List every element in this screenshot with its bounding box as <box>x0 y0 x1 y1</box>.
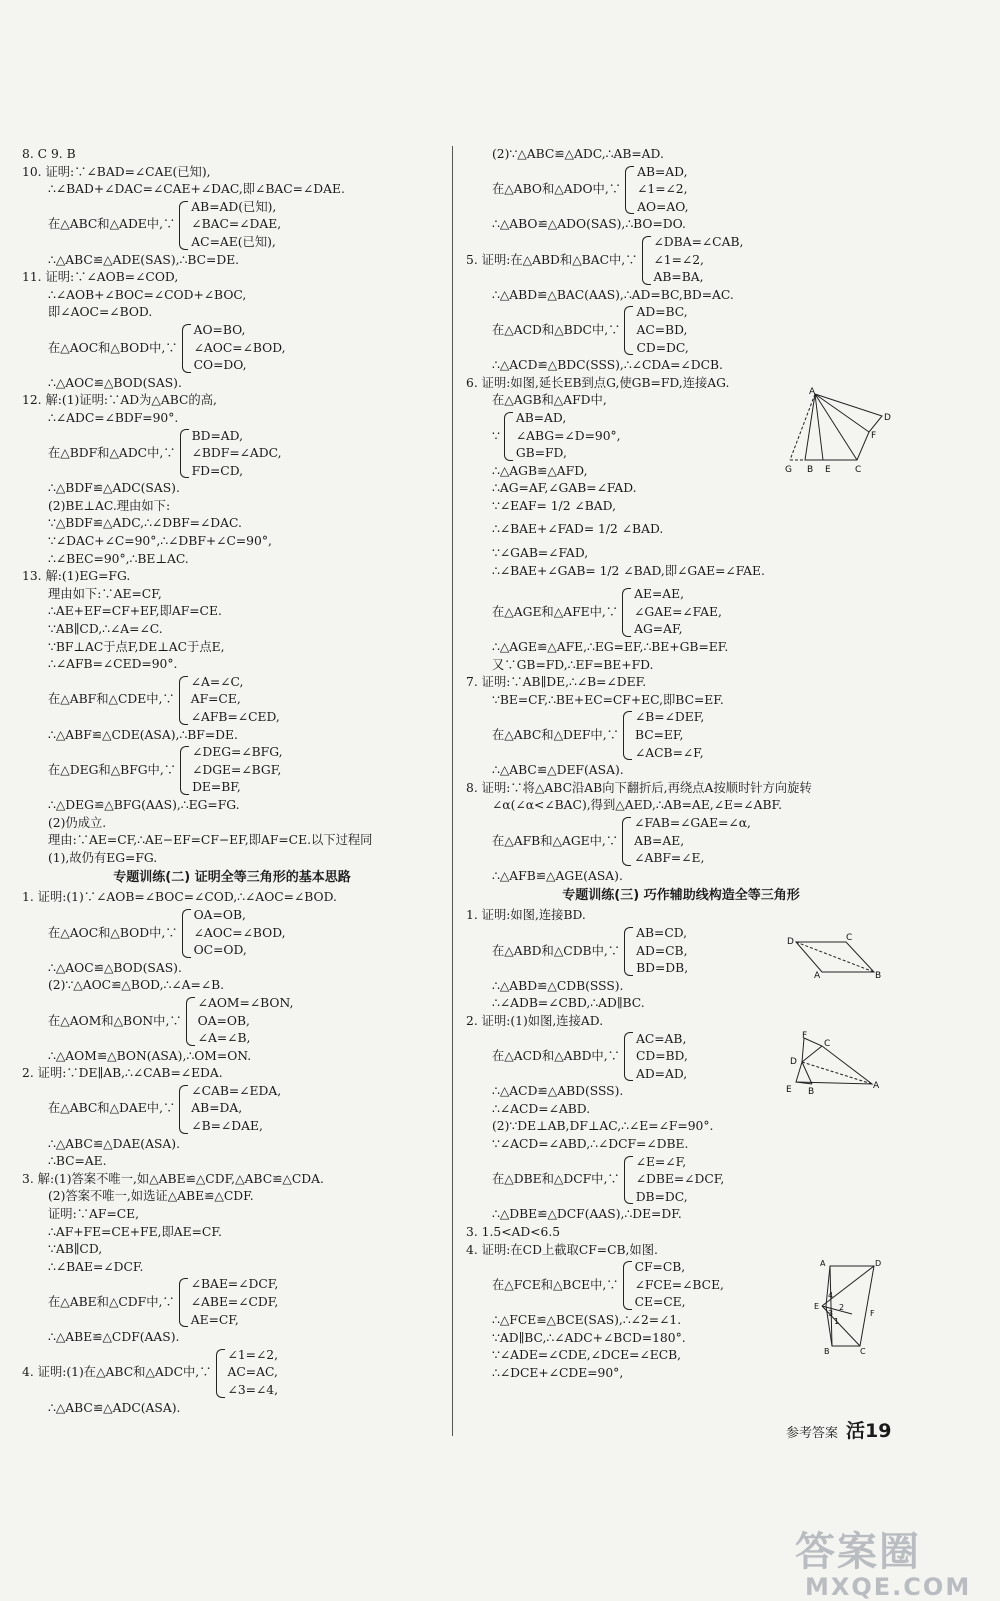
system-row: AO=AO, <box>637 199 689 214</box>
fig4-angle-4: 4 <box>828 1291 834 1300</box>
equation-system <box>466 815 896 868</box>
left-brace <box>216 1349 225 1398</box>
text-line: 10. 证明:∵∠BAD=∠CAE(已知), <box>22 164 211 179</box>
figure-training3-problem-4 <box>812 1256 892 1356</box>
system-lead-text: 4. 证明:(1)在△ABC和△ADC中,∵ <box>22 1365 212 1380</box>
text-line: 4. 证明:在CD上截取CF=CB,如图. <box>466 1242 658 1257</box>
text-line: ∴△BDF≌△ADC(SAS). <box>48 481 180 496</box>
equation-system <box>22 199 442 252</box>
system-lead-text: 5. 证明:在△ABD和△BAC中,∵ <box>466 252 638 267</box>
system-row: OC=OD, <box>193 943 247 958</box>
system-lead-text: 在△DBE和△DCF中,∵ <box>492 1172 620 1187</box>
system-lead-text: 在△ABO和△ADO中,∵ <box>492 182 622 197</box>
text-line: 3. 1.5<AD<6.5 <box>466 1225 561 1240</box>
system-row: AC=BD, <box>636 322 688 337</box>
fig1-label-B: B <box>875 971 882 980</box>
equation-system <box>22 1347 442 1400</box>
fig1-label-A: A <box>814 971 821 980</box>
text-line: ∴∠ADB=∠CBD,∴AD∥BC. <box>492 996 645 1011</box>
system-row: AE=CF, <box>190 1312 239 1327</box>
text-line: ∴△AOC≌△BOD(SAS). <box>48 375 182 390</box>
text-line: ∴△DEG≌△BFG(AAS),∴EG=FG. <box>48 797 240 812</box>
text-line: ∴∠BEC=90°,∴BE⊥AC. <box>48 551 189 566</box>
system-row: AB=AD(已知), <box>191 199 277 214</box>
text-line: (2)∵△ABC≌△ADC,∴AB=AD. <box>492 147 664 161</box>
fig1-label-D: D <box>787 937 794 947</box>
system-row: ∠FAB=∠GAE=∠α, <box>634 815 751 830</box>
watermark-logo-text: 答案圈 <box>795 1529 921 1575</box>
text-line: 13. 解:(1)EG=FG. <box>22 569 131 584</box>
fig6-label-B: B <box>807 465 814 475</box>
fig1-label-C: C <box>846 933 853 943</box>
text-line: (1),故仍有EG=FG. <box>48 850 158 865</box>
system-lead-text: 在△ACD和△BDC中,∵ <box>492 322 621 337</box>
section-heading: 专题训练(二) 证明全等三角形的基本思路 <box>113 870 351 886</box>
text-line: 6. 证明:如图,延长EB到点G,使GB=FD,连接AG. <box>466 375 730 390</box>
system-row: ∠ABF=∠E, <box>634 851 705 866</box>
system-rows <box>636 1031 688 1084</box>
text-line: ∴∠BAE+∠GAB= 1/2 ∠BAD,即∠GAE=∠FAE. <box>492 563 765 578</box>
text-line: ∴∠BAE+∠FAD= 1/2 ∠BAD. <box>492 522 664 537</box>
system-row: AB=AD, <box>637 164 688 179</box>
system-row: CO=DO, <box>193 358 247 373</box>
equation-system <box>22 744 442 797</box>
system-row: GB=FD, <box>515 446 567 461</box>
system-row: CF=CB, <box>634 1260 686 1275</box>
text-line: ∵AD∥BC,∴∠ADC+∠BCD=180°. <box>492 1330 686 1345</box>
system-row: ∠DGE=∠BGF, <box>192 762 282 777</box>
system-row: ∠FCE=∠BCE, <box>634 1277 724 1292</box>
text-line: 7. 证明:∵AB∥DE,∴∠B=∠DEF. <box>466 675 647 690</box>
section-heading: 专题训练(三) 巧作辅助线构造全等三角形 <box>562 888 800 904</box>
fig2-label-C: C <box>824 1039 831 1049</box>
system-lead-text: 在△ACD和△ABD中,∵ <box>492 1049 620 1064</box>
text-line: ∴∠ACD=∠ABD. <box>492 1101 591 1116</box>
text-line: 11. 证明:∵∠AOB=∠COD, <box>22 270 179 285</box>
system-row: ∠GAE=∠FAE, <box>634 604 722 619</box>
fig4-label-E: E <box>814 1302 820 1311</box>
system-row: ∠BAC=∠DAE, <box>191 217 282 232</box>
system-lead-text: 在△DEG和△BFG中,∵ <box>48 762 177 777</box>
system-row: AB=DA, <box>191 1101 243 1116</box>
system-row: ∠AFB=∠CED, <box>190 710 280 724</box>
left-brace <box>624 1032 633 1081</box>
system-lead-text: 在△AOM和△BON中,∵ <box>48 1013 182 1028</box>
text-line: ∴△ABF≌△CDE(ASA),∴BF=DE. <box>48 727 238 742</box>
left-brace <box>180 746 189 795</box>
text-line: 即∠AOC=∠BOD. <box>48 305 153 320</box>
text-line: ∵AB∥CD,∴∠A=∠C. <box>48 622 163 637</box>
text-line: (2)BE⊥AC.理由如下: <box>48 498 171 513</box>
system-rows <box>634 586 722 639</box>
system-row: CD=BD, <box>635 1049 688 1064</box>
system-row: ∠AOM=∠BON, <box>197 995 294 1010</box>
system-row: CD=DC, <box>636 340 689 355</box>
text-line: ∴△ACD≌△BDC(SSS),∴∠CDA=∠DCB. <box>492 358 723 373</box>
system-row: BD=AD, <box>191 428 244 443</box>
fig2-label-E: E <box>786 1085 792 1095</box>
right-column <box>466 146 896 1382</box>
fig4-angle-2: 2 <box>839 1303 845 1312</box>
fig4-label-D: D <box>875 1259 882 1268</box>
system-lead-text: 在△ABE和△CDF中,∵ <box>48 1295 175 1309</box>
system-row: ∠DBA=∠CAB, <box>653 234 744 249</box>
system-row: FD=CD, <box>191 463 244 478</box>
text-line: ∴△ABO≌△ADO(SAS),∴BO=DO. <box>492 217 686 232</box>
fig6-label-A: A <box>809 387 816 397</box>
equation-system <box>466 586 896 639</box>
left-brace <box>622 588 631 637</box>
text-line: 8. 证明:∵将△ABC沿AB向下翻折后,再绕点A按顺时针方向旋转 <box>466 780 812 795</box>
text-line: ∴∠AOB+∠BOC=∠COD+∠BOC, <box>48 287 247 302</box>
fig6-label-G: G <box>785 465 792 475</box>
text-line: ∴△AGB≌△AFD, <box>492 463 588 478</box>
system-row: ∠DEG=∠BFG, <box>192 745 283 760</box>
equation-system <box>466 1154 896 1207</box>
system-row: ∠1=∠2, <box>653 252 704 267</box>
text-line: 1. 证明:如图,连接BD. <box>466 908 586 923</box>
equation-system <box>22 674 442 727</box>
system-row: AD=CB, <box>636 943 688 958</box>
system-rows <box>192 428 282 481</box>
system-rows <box>636 304 688 357</box>
text-line: ∵∠DAC+∠C=90°,∴∠DBF+∠C=90°, <box>48 534 272 549</box>
left-brace <box>179 201 188 250</box>
system-row: ∠A=∠B, <box>197 1031 251 1046</box>
text-line: (2)∵DE⊥AB,DF⊥AC,∴∠E=∠F=90°. <box>492 1119 714 1134</box>
text-line: ∴AF+FE=CE+FE,即AE=CF. <box>48 1224 222 1239</box>
system-rows <box>637 164 688 217</box>
system-lead-text: 在△ABC和△DEF中,∵ <box>492 728 619 742</box>
system-row: BD=DB, <box>636 961 689 976</box>
text-line: ∴△AOC≌△BOD(SAS). <box>48 960 182 975</box>
fig4-angle-3: 3 <box>828 1309 834 1318</box>
fig4-label-A: A <box>820 1259 826 1268</box>
text-line: ∴AG=AF,∠GAB=∠FAD. <box>492 481 637 496</box>
text-line: ∴△FCE≌△BCE(SAS),∴∠2=∠1. <box>492 1313 682 1327</box>
column-divider <box>452 146 453 1436</box>
system-lead-text: 在△AOC和△BOD中,∵ <box>48 340 178 355</box>
system-lead-text: 在△ABC和△DAE中,∵ <box>48 1101 176 1116</box>
system-row: BC=EF, <box>634 728 684 742</box>
system-row: ∠AOC=∠BOD, <box>193 340 286 355</box>
system-rows <box>635 709 704 762</box>
left-brace <box>623 711 632 760</box>
system-row: ∠AOC=∠BOD, <box>193 925 286 940</box>
text-line: ∠α(∠α<∠BAC),得到△AED,∴AB=AE,∠E=∠ABF. <box>492 798 783 813</box>
figure-training3-problem-1 <box>786 930 886 980</box>
system-lead-text: 在△BDF和△ADC中,∵ <box>48 446 176 461</box>
system-row: AB=AE, <box>634 833 685 848</box>
system-row: AO=BO, <box>193 322 246 337</box>
left-brace <box>179 1085 188 1134</box>
text-line: 理由如下:∵AE=CF, <box>48 586 162 601</box>
system-lead-text: 在△AOC和△BOD中,∵ <box>48 925 178 940</box>
system-row: ∠A=∠C, <box>190 674 244 689</box>
text-line: (2)∵△AOC≌△BOD,∴∠A=∠B. <box>48 978 225 993</box>
system-row: ∠BAE=∠DCF, <box>190 1277 279 1292</box>
system-row: ∠CAB=∠EDA, <box>191 1083 282 1098</box>
system-lead-text: 在△FCE和△BCE中,∵ <box>492 1277 619 1292</box>
system-row: OA=OB, <box>197 1013 250 1028</box>
text-line: ∴△ACD≌△ABD(SSS). <box>492 1084 624 1099</box>
text-line: ∴∠BAD+∠DAC=∠CAE+∠DAC,即∠BAC=∠DAE. <box>48 182 345 197</box>
text-line: ∴∠ADC=∠BDF=90°. <box>48 410 179 425</box>
text-line: ∵BF⊥AC于点F,DE⊥AC于点E, <box>48 639 225 654</box>
system-lead-text: 在△AGE和△AFE中,∵ <box>492 604 619 619</box>
system-lead-text: 在△ABD和△CDB中,∵ <box>492 943 621 958</box>
system-lead-text: 在△ABF和△CDE中,∵ <box>48 692 175 707</box>
watermark <box>795 1530 971 1600</box>
text-line: 1. 证明:(1)∵∠AOB=∠BOC=∠COD,∴∠AOC=∠BOD. <box>22 890 337 905</box>
system-rows <box>191 199 281 252</box>
system-row: AB=BA, <box>653 270 704 285</box>
system-row: ∠3=∠4, <box>227 1382 278 1397</box>
fig4-label-B: B <box>824 1347 830 1356</box>
system-row: ∠1=∠2, <box>227 1347 278 1362</box>
text-line: ∴∠BAE=∠DCF. <box>48 1259 144 1274</box>
text-line: ∴∠AFB=∠CED=90°. <box>48 657 178 672</box>
figure-training3-problem-2 <box>782 1030 882 1100</box>
system-row: AE=AE, <box>634 587 685 602</box>
system-row: AC=AB, <box>635 1031 687 1046</box>
text-line: ∵AB∥CD, <box>48 1242 103 1257</box>
system-rows <box>194 322 286 375</box>
text-line: (2)答案不唯一,如选证△ABE≌△CDF. <box>48 1189 254 1204</box>
text-line: 又∵GB=FD,∴EF=BE+FD. <box>492 657 654 672</box>
text-line: ∴△ABC≌△DAE(ASA). <box>48 1136 180 1151</box>
left-brace <box>624 927 633 976</box>
fig6-label-E: E <box>825 465 831 475</box>
system-lead-text: 在△AFB和△AGE中,∵ <box>492 833 619 848</box>
system-row: AG=AF, <box>634 622 683 637</box>
equation-system <box>22 907 442 960</box>
system-rows <box>635 1259 724 1312</box>
system-rows <box>198 995 294 1048</box>
text-line: 2. 证明:∵DE∥AB,∴∠CAB=∠EDA. <box>22 1066 223 1081</box>
left-brace <box>186 997 195 1046</box>
figure-problem-6 <box>785 386 895 476</box>
text-line: 3. 解:(1)答案不唯一,如△ABE≌△CDF,△ABC≌△CDA. <box>22 1171 324 1186</box>
system-row: AC=AC, <box>227 1365 278 1380</box>
fig6-label-F: F <box>871 431 877 441</box>
system-rows <box>516 410 621 463</box>
fig2-label-B: B <box>808 1087 815 1097</box>
left-brace <box>625 166 634 215</box>
equation-system <box>466 304 896 357</box>
text-line: ∴AE+EF=CF+EF,即AF=CE. <box>48 604 222 619</box>
fig6-label-D: D <box>884 413 891 423</box>
system-rows <box>636 1154 725 1207</box>
left-brace <box>182 909 191 958</box>
footer-label: 参考答案 <box>786 1426 839 1441</box>
system-lead-text: ∵ <box>492 428 500 443</box>
system-rows <box>634 815 751 868</box>
system-rows <box>228 1347 278 1400</box>
fig2-label-F: F <box>802 1031 808 1041</box>
left-brace <box>180 429 189 478</box>
text-line: 8. C 9. B <box>22 147 76 161</box>
fig4-label-C: C <box>860 1347 866 1356</box>
text-line: (2)仍成立. <box>48 815 107 830</box>
text-line: ∴BC=AE. <box>48 1154 107 1169</box>
system-row: AC=AE(已知), <box>191 234 276 249</box>
fig4-angle-1: 1 <box>834 1317 840 1326</box>
fig4-label-F: F <box>870 1309 875 1318</box>
fig2-label-A: A <box>873 1081 880 1091</box>
system-row: CE=CE, <box>634 1295 686 1310</box>
system-rows <box>636 925 688 978</box>
system-rows <box>194 907 286 960</box>
left-brace <box>182 324 191 373</box>
text-line: ∴△ABD≌△CDB(SSS). <box>492 978 624 993</box>
system-row: ∠DBE=∠DCF, <box>635 1172 725 1187</box>
watermark-url: MXQE.COM <box>805 1573 972 1601</box>
system-row: ∠B=∠DAE, <box>191 1119 263 1134</box>
system-row: ∠ABE=∠CDF, <box>190 1295 279 1309</box>
equation-system <box>22 322 442 375</box>
text-line: ∴△ABC≌△ADE(SAS),∴BC=DE. <box>48 252 240 267</box>
system-row: AF=CE, <box>190 692 241 707</box>
left-brace <box>179 676 188 725</box>
system-row: ∠ABG=∠D=90°, <box>515 428 621 443</box>
equation-system <box>22 1083 442 1136</box>
text-line: ∵∠ACD=∠ABD,∴∠DCF=∠DBE. <box>492 1137 689 1152</box>
equation-system <box>22 428 442 481</box>
system-row: DB=DC, <box>635 1189 688 1204</box>
left-brace <box>623 1261 632 1310</box>
system-row: DE=BF, <box>192 780 241 795</box>
text-line: ∵△BDF≌△ADC,∴∠DBF=∠DAC. <box>48 516 242 531</box>
system-row: AD=BC, <box>636 305 688 320</box>
text-line: 2. 证明:(1)如图,连接AD. <box>466 1013 604 1028</box>
system-row: OA=OB, <box>193 907 246 922</box>
text-line: ∴△ABE≌△CDF(AAS). <box>48 1330 180 1345</box>
system-row: ∠E=∠F, <box>635 1154 687 1169</box>
text-line: 在△AGB和△AFD中, <box>492 393 607 408</box>
left-brace <box>642 236 651 285</box>
equation-system <box>466 164 896 217</box>
text-line: ∴△ABD≌△BAC(AAS),∴AD=BC,BD=AC. <box>492 287 734 302</box>
text-line: ∴△AFB≌△AGE(ASA). <box>492 868 623 883</box>
fig2-label-D: D <box>790 1057 797 1067</box>
text-line: ∵∠GAB=∠FAD, <box>492 546 589 561</box>
text-line: ∴△ABC≌△ADC(ASA). <box>48 1400 181 1415</box>
system-row: AD=AD, <box>635 1066 688 1081</box>
system-row: ∠1=∠2, <box>637 182 688 197</box>
left-brace <box>624 306 633 355</box>
text-line: ∴△ABC≌△DEF(ASA). <box>492 763 624 778</box>
left-brace <box>179 1278 188 1327</box>
left-brace <box>504 412 513 461</box>
text-line: ∵∠EAF= 1/2 ∠BAD, <box>492 498 616 513</box>
text-line: ∵∠ADE=∠CDE,∠DCE=∠ECB, <box>492 1348 682 1363</box>
system-row: ∠ACB=∠F, <box>634 745 704 760</box>
system-rows <box>191 674 280 727</box>
text-line: 证明:∵AF=CE, <box>48 1207 140 1222</box>
system-lead-text: 在△ABC和△ADE中,∵ <box>48 217 176 232</box>
equation-system <box>466 709 896 762</box>
text-line: ∵BE=CF,∴BE+EC=CF+EC,即BC=EF. <box>492 692 724 707</box>
system-rows <box>191 1276 279 1329</box>
system-row: AB=CD, <box>636 925 688 940</box>
system-row: ∠B=∠DEF, <box>634 710 705 725</box>
text-line: ∴△AOM≌△BON(ASA),∴OM=ON. <box>48 1048 252 1063</box>
left-brace <box>622 817 631 866</box>
text-line: ∴△AGE≌△AFE,∴EG=EF,∴BE+GB=EF. <box>492 640 729 655</box>
system-rows <box>191 1083 281 1136</box>
left-column <box>22 146 442 1417</box>
equation-system <box>466 234 896 287</box>
equation-system <box>22 995 442 1048</box>
text-line: 理由:∵AE=CF,∴AE−EF=CF−EF,即AF=CE.以下过程同 <box>48 833 373 848</box>
text-line: ∴∠DCE+∠CDE=90°, <box>492 1365 624 1380</box>
system-row: ∠BDF=∠ADC, <box>191 446 282 461</box>
page-number: 活19 <box>846 1420 892 1442</box>
fig6-label-C: C <box>855 465 862 475</box>
system-rows <box>192 744 282 797</box>
equation-system <box>22 1276 442 1329</box>
system-row: AB=AD, <box>515 410 567 425</box>
text-line: 12. 解:(1)证明:∵AD为△ABC的高, <box>22 393 217 408</box>
left-brace <box>624 1156 633 1205</box>
system-rows <box>654 234 744 287</box>
text-line: ∴△DBE≌△DCF(AAS),∴DE=DF. <box>492 1207 682 1222</box>
